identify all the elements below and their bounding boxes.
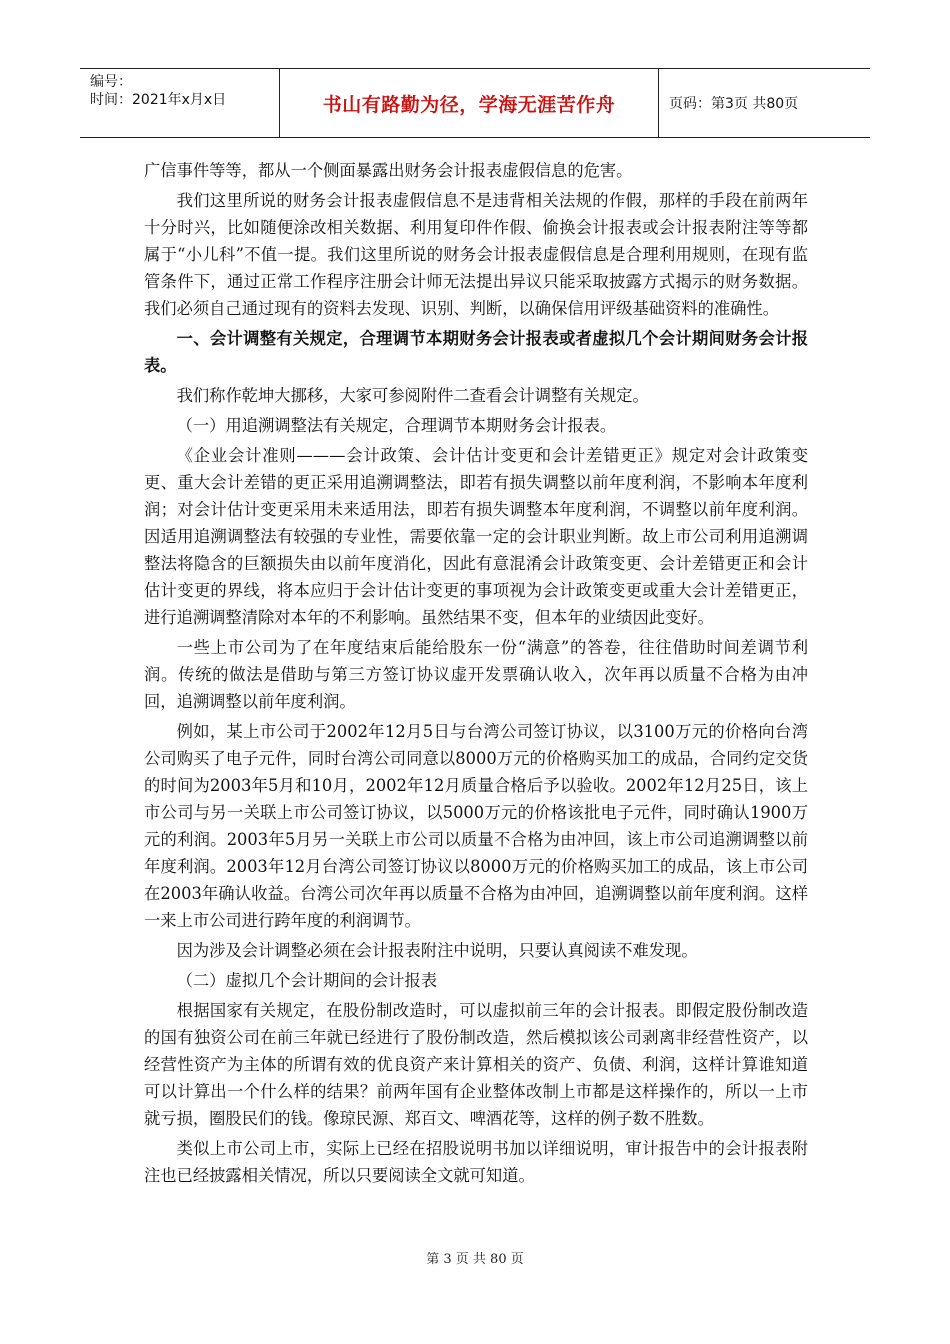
paragraph: 《企业会计准则———会计政策、会计估计变更和会计差错更正》规定对会计政策变更、重大会计差错的更正采用追溯调整法，即若有损失调整以前年度利润，不影响本年度利润；对会计估计变更采用未来适用法，即若有损失调整本年度利润，不调整以前年度利润。因适用追溯调整法有较强的专业性，需要依靠一定的会计职业判断。故上市公司利用追溯调整法将隐含的巨额损失由以前年度消化，因此有意混淆会计政策变更、会计差错更正和会计估计变更的界线，将本应归于会计估计变更的事项视为会计政策变更或重大会计差错更正，进行追溯调整清除对本年的不利影响。虽然结果不变，但本年的业绩因此变好。: [144, 446, 808, 627]
paragraph: 我们称作乾坤大挪移，大家可参阅附件二查看会计调整有关规定。: [176, 386, 649, 405]
paragraph: 根据国家有关规定，在股份制改造时，可以虚拟前三年的会计报表。即假定股份制改造的国有独资公司在前三年就已经进行了股份制改造，然后模拟该公司剥离非经营性资产，以经营性资产为主体的所谓有效的优良资产来计算相关的资产、负债、利润，这样计算谁知道可以计算出一个什么样的结果？前两年国有企业整体改制上市都是这样操作的，所以一上市就亏损，圈股民们的钱。像琼民源、郑百文、啤酒花等，这样的例子数不胜数。: [144, 1001, 808, 1128]
paragraph: 一些上市公司为了在年度结束后能给股东一份“满意”的答卷，往往借助时间差调节利润。传统的做法是借助与第三方签订协议虚开发票确认收入，次年再以质量不合格为由冲回，追溯调整以前年度利润。: [144, 638, 808, 711]
document-body: [144, 157, 808, 1192]
paragraph: 类似上市公司上市，实际上已经在招股说明书加以详细说明，审计报告中的会计报表附注也已经披露相关情况，所以只要阅读全文就可知道。: [144, 1139, 808, 1185]
paragraph: 因为涉及会计调整必须在会计报表附注中说明，只要认真阅读不难发现。: [176, 941, 698, 960]
document-date-label: 时间：2021年x月x日: [90, 92, 227, 108]
header-page-info: 页码：第3页 共80页: [669, 96, 799, 112]
paragraph: 我们这里所说的财务会计报表虚假信息不是违背相关法规的作假，那样的手段在前两年十分时兴，比如随便涂改相关数据、利用复印件作假、偷换会计报表或会计报表附注等等都属于“小儿科”不值一提。我们这里所说的财务会计报表虚假信息是合理利用规则，在现有监管条件下，通过正常工作程序注册会计师无法提出异议只能采取披露方式揭示的财务数据。我们必须自己通过现有的资料去发现、识别、判断，以确保信用评级基础资料的准确性。: [144, 191, 808, 318]
subsection-heading: （二）虚拟几个会计期间的会计报表: [176, 971, 438, 990]
header-motto: 书山有路勤为径，学海无涯苦作舟: [280, 69, 659, 137]
header-meta: [80, 69, 280, 137]
page-footer: 第 3 页 共 80 页: [426, 1252, 524, 1267]
document-number-label: 编号：: [90, 74, 132, 90]
paragraph: 例如，某上市公司于2002年12月5日与台湾公司签订协议，以3100万元的价格向台湾公司购买了电子元件，同时台湾公司同意以8000万元的价格购买加工的成品，合同约定交货的时间为2003年5月和10月，2002年12月质量合格后予以验收。2002年12月25日，该上市公司与另一关联上市公司签订协议，以5000万元的价格该批电子元件，同时确认1900万元的利润。2003年5月另一关联上市公司以质量不合格为由冲回，该上市公司追溯调整以前年度利润。2003年12月台湾公司签订协议以8000万元的价格购买加工的成品，该上市公司在2003年确认收益。台湾公司次年再以质量不合格为由冲回，追溯调整以前年度利润。这样一来上市公司进行跨年度的利润调节。: [144, 722, 808, 930]
section-heading: 一、会计调整有关规定，合理调节本期财务会计报表或者虚拟几个会计期间财务会计报表。: [144, 329, 808, 375]
page-header: [80, 68, 870, 138]
subsection-heading: （一）用追溯调整法有关规定，合理调节本期财务会计报表。: [176, 416, 617, 435]
paragraph: 广信事件等等，都从一个侧面暴露出财务会计报表虚假信息的危害。: [144, 161, 633, 180]
